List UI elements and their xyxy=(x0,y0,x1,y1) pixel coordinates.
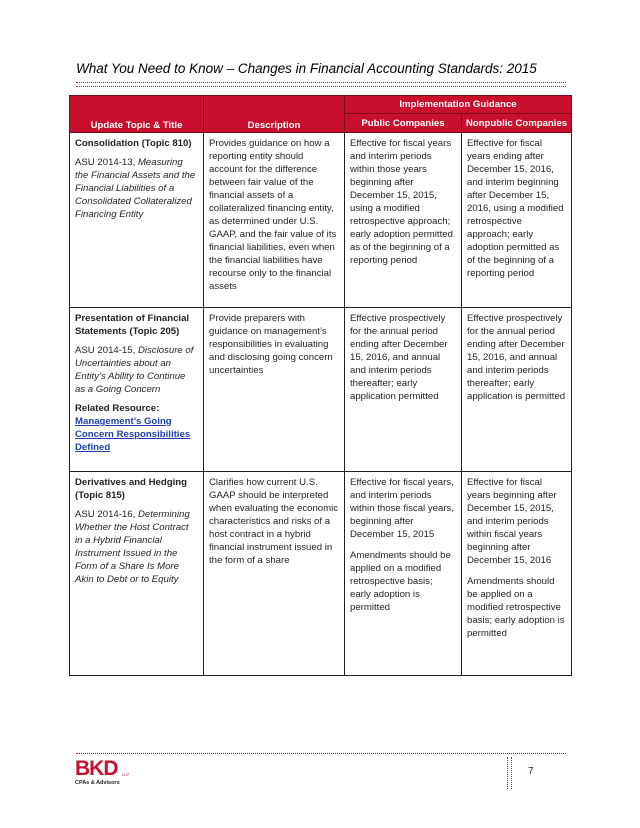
logo-tagline: CPAs & Advisors xyxy=(75,780,120,786)
nonpublic-note-text: Amendments should be applied on a modified retrospective basis; early adoption is permitted xyxy=(467,576,565,639)
asu-title: Disclosure of Uncertainties about an Entity’s Ability to Continue as a Going Concern xyxy=(75,345,194,395)
asu-title: Measuring the Financial Assets and the Financial Liabilities of a Consolidated Collateralized Financing Entity xyxy=(75,157,196,220)
page-title: What You Need to Know – Changes in Financial Accounting Standards: 2015 xyxy=(76,61,537,76)
asu-reference xyxy=(75,508,198,586)
topic-title: Consolidation (Topic 810) xyxy=(75,138,192,149)
nonpublic-cell xyxy=(462,472,572,676)
nonpublic-effective-text: Effective for fiscal years beginning after December 15, 2015, and interim periods within fiscal years beginning after December 15, 2016 xyxy=(467,477,557,566)
nonpublic-cell: Effective for fiscal years ending after December 15, 2016, and interim beginning after December 15, 2016, using a modified retrospective approach; early adoption permitted as of the beginning of a reporting period xyxy=(462,133,572,308)
table-row xyxy=(70,308,572,472)
header-implementation-guidance: Implementation Guidance xyxy=(345,96,572,114)
description-cell: Clarifies how current U.S. GAAP should be interpreted when evaluating the economic characteristics and risks of a host contract in a hybrid financial instrument issued in the form of a share xyxy=(204,472,345,676)
asu-reference xyxy=(75,344,198,396)
bkd-logo xyxy=(75,757,130,787)
asu-number: ASU 2014-13, xyxy=(75,157,138,168)
logo-llp: LLP xyxy=(122,772,130,777)
related-resource-link[interactable]: Management’s Going Concern Responsibilities Defined xyxy=(75,416,191,453)
page-number: 7 xyxy=(528,766,534,777)
related-resource-label: Related Resource: xyxy=(75,403,160,414)
topic-title: Presentation of Financial Statements (Topic 205) xyxy=(75,313,190,337)
public-cell xyxy=(345,472,462,676)
header-nonpublic-companies: Nonpublic Companies xyxy=(462,114,572,133)
title-divider xyxy=(76,82,566,83)
topic-cell xyxy=(70,133,204,308)
asu-number: ASU 2014-15, xyxy=(75,345,138,356)
title-divider-secondary xyxy=(76,86,566,87)
description-cell: Provide preparers with guidance on management’s responsibilities in evaluating and disclosing going concern uncertainties xyxy=(204,308,345,472)
header-public-companies: Public Companies xyxy=(345,114,462,133)
header-description: Description xyxy=(204,96,345,133)
public-note-text: Amendments should be applied on a modified retrospective basis; early adoption is permitted xyxy=(350,550,451,613)
footer-vertical-divider-secondary xyxy=(511,757,512,789)
table-row xyxy=(70,472,572,676)
topic-cell xyxy=(70,308,204,472)
standards-table xyxy=(69,95,572,676)
footer-vertical-divider xyxy=(507,757,508,789)
footer-divider xyxy=(76,753,566,754)
topic-title: Derivatives and Hedging (Topic 815) xyxy=(75,477,187,501)
asu-number: ASU 2014-16, xyxy=(75,509,138,520)
logo-wordmark: BKD xyxy=(75,757,118,780)
table-row xyxy=(70,133,572,308)
topic-cell xyxy=(70,472,204,676)
asu-title: Determining Whether the Host Contract in a Hybrid Financial Instrument Issued in the Form of a Share Is More Akin to Debt or to Equity xyxy=(75,509,190,585)
description-cell: Provides guidance on how a reporting entity should account for the difference between fair value of the financial assets of a collateralized financing entity, as determined under U.S. GAAP, and the fair value of its financial liabilities, even when the financial liabilities have recourse only to the financial assets xyxy=(204,133,345,308)
nonpublic-cell: Effective prospectively for the annual period ending after December 15, 2016, and annual and interim periods thereafter; early application is permitted xyxy=(462,308,572,472)
header-topic: Update Topic & Title xyxy=(70,96,204,133)
public-effective-text: Effective for fiscal years, and interim periods within those fiscal years, beginning after December 15, 2015 xyxy=(350,477,454,540)
public-cell: Effective prospectively for the annual period ending after December 15, 2016, and annual and interim periods thereafter; early application permitted xyxy=(345,308,462,472)
public-cell: Effective for fiscal years and interim periods within those years beginning after December 15, 2015, using a modified retrospective approach; early adoption permitted as of the beginning of a reporting period xyxy=(345,133,462,308)
asu-reference xyxy=(75,156,198,221)
